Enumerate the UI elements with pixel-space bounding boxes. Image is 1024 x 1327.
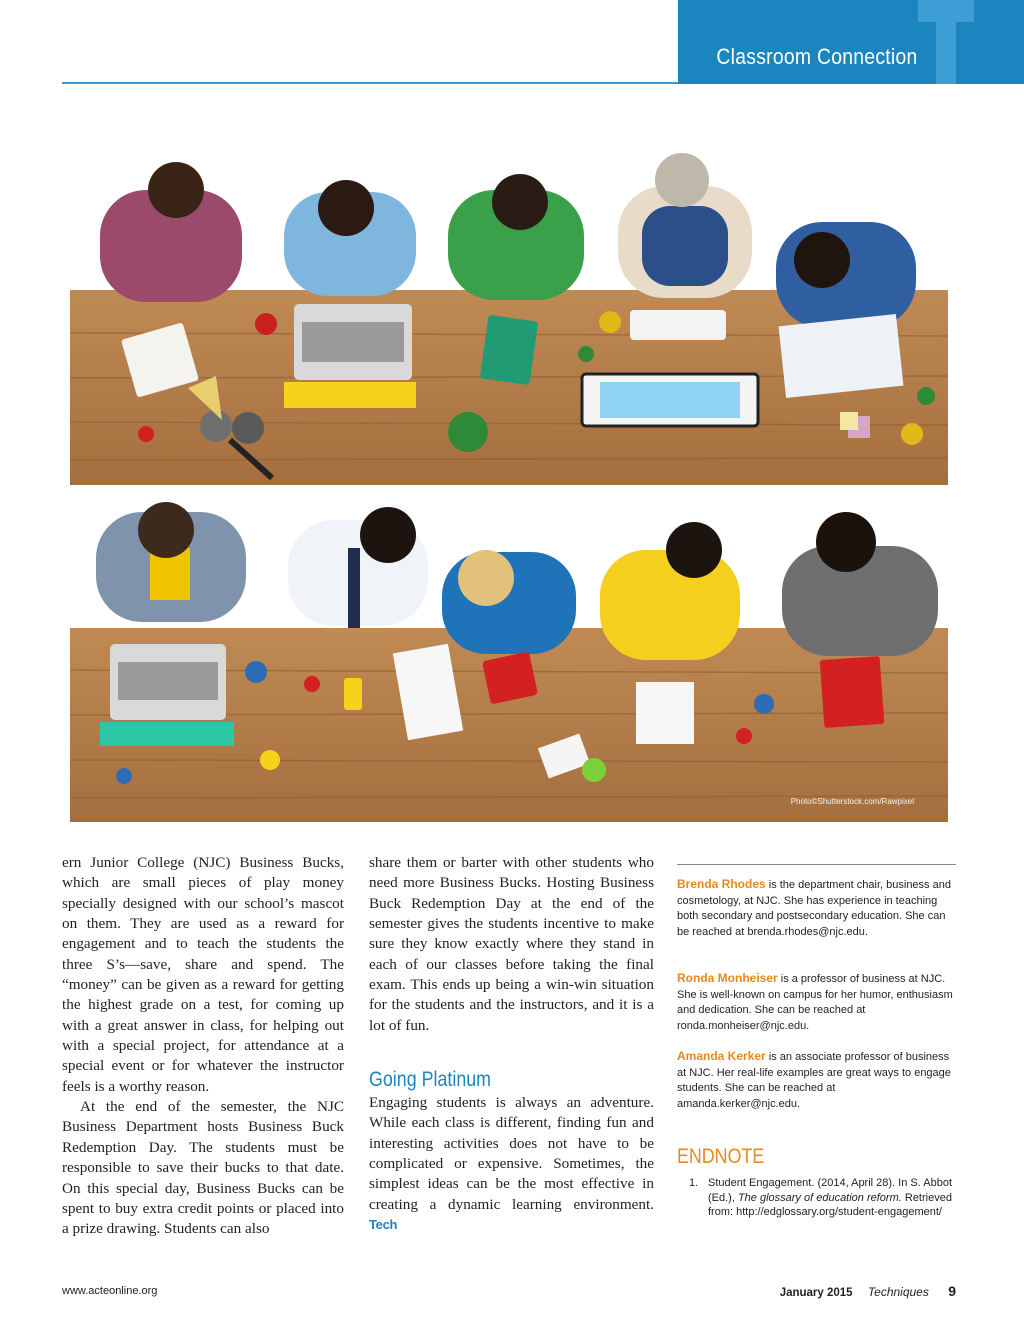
article-column-2: [369, 853, 654, 1236]
laptop-screen-yellow: [284, 382, 416, 408]
paragraph: share them or barter with other students who need more Business Bucks. Hosting Business Buck Redemption Day at the end of the semester gives the students incentive to make sure they know exactly where they stand in each of our classes before taking the final exam. This ends up being a win-win situation for the students and the instructors, and it is a lot of fun.: [369, 854, 654, 1034]
section-banner: [678, 0, 1024, 84]
author-name: Brenda Rhodes: [677, 877, 766, 891]
end-mark: Tech: [369, 1217, 398, 1233]
author-name: Ronda Monheiser: [677, 971, 778, 985]
photo-credit: Photo©Shutterstock.com/Rawpixel: [790, 797, 914, 806]
author-bio-text: is a professor of business at NJC. She is well-known on campus for her humor, enthusiasm and dedication. She can be reached at ronda.monheiser@njc.edu.: [677, 973, 953, 1033]
endnote-heading: ENDNOTE: [677, 1145, 765, 1168]
paragraph: ern Junior College (NJC) Business Bucks, which are small pieces of play money specially designed with our school’s mascot on them. They are used as a reward for engagement and to teach the students the three S’s—save, share and spend. The “money” can be given as a reward for getting the highest grade on a test, for coming up with a great answer in class, for helping out with a special project, for attendance at a special event or for whatever the instructor feels is a worthy reason.: [62, 854, 344, 1095]
endnote-italic-title: The glossary of education reform.: [737, 1191, 902, 1204]
section-title: Classroom Connection: [716, 44, 918, 69]
endnote-item: [689, 1176, 957, 1220]
paragraph-text: Engaging students is always an adventure. While each class is different, finding fun and interesting activities does not have to be complicated or expensive. Sometimes, the simplest ideas can be the most effective in creating a dynamic learning environment.: [369, 1094, 654, 1213]
section-heading: Going Platinum: [369, 1068, 492, 1092]
article-column-1: [62, 853, 344, 1240]
phone-yellow: [344, 678, 362, 710]
green-notebook: [480, 315, 538, 385]
author-name: Amanda Kerker: [677, 1049, 766, 1063]
footer-date: January 2015: [779, 1287, 853, 1299]
header-rule: [62, 82, 678, 84]
classroom-photo: [70, 150, 948, 822]
author-bio-text: is the department chair, business and cosmetology, at NJC. She has experience in teaching both secondary and postsecondary education. She can be reached at brenda.rhodes@njc.edu.: [677, 879, 951, 939]
author-bio-text: is an associate professor of business at NJC. Her real-life examples are great ways to engage students. She can be reached at amanda.kerker@njc.edu.: [677, 1051, 951, 1111]
page-number: 9: [948, 1283, 956, 1299]
mug-yellow-2: [901, 423, 923, 445]
footer-magazine: Techniques: [867, 1285, 929, 1299]
endnote-text-start: Student Engagement. (2014, April 28). In S. Abbot (Ed.),: [708, 1177, 952, 1204]
endnote-text: [708, 1176, 957, 1220]
author-bio: [677, 1049, 957, 1113]
red-notebook: [820, 656, 885, 728]
logo-t-stem: [936, 0, 956, 84]
author-bio: [677, 877, 957, 941]
footer-website: www.acteonline.org: [62, 1285, 158, 1297]
footer-issue: [780, 1283, 956, 1299]
paragraph: [369, 1093, 654, 1235]
mug-red: [255, 313, 277, 335]
endnote-number: 1.: [689, 1177, 699, 1189]
person-8: [442, 550, 576, 654]
author-bio: [677, 971, 957, 1035]
person-6: [96, 502, 246, 622]
paragraph: At the end of the semester, the NJC Business Department hosts Business Buck Redemption Day. The students must be responsible to save their bucks to that date. On this special day, Business Bucks can be spent to buy extra credit points or placed into a prize drawing. Students can also: [62, 1098, 344, 1238]
keyboard: [630, 310, 726, 340]
newspaper: [779, 314, 904, 398]
mug-yellow: [599, 311, 621, 333]
laptop-screen-teal: [100, 722, 234, 746]
endnote-text-end: Retrieved from: http://edglossary.org/student-engagement/: [708, 1191, 952, 1218]
sidebar-rule: [677, 864, 956, 865]
person-5: [776, 222, 916, 328]
plant: [448, 412, 488, 452]
